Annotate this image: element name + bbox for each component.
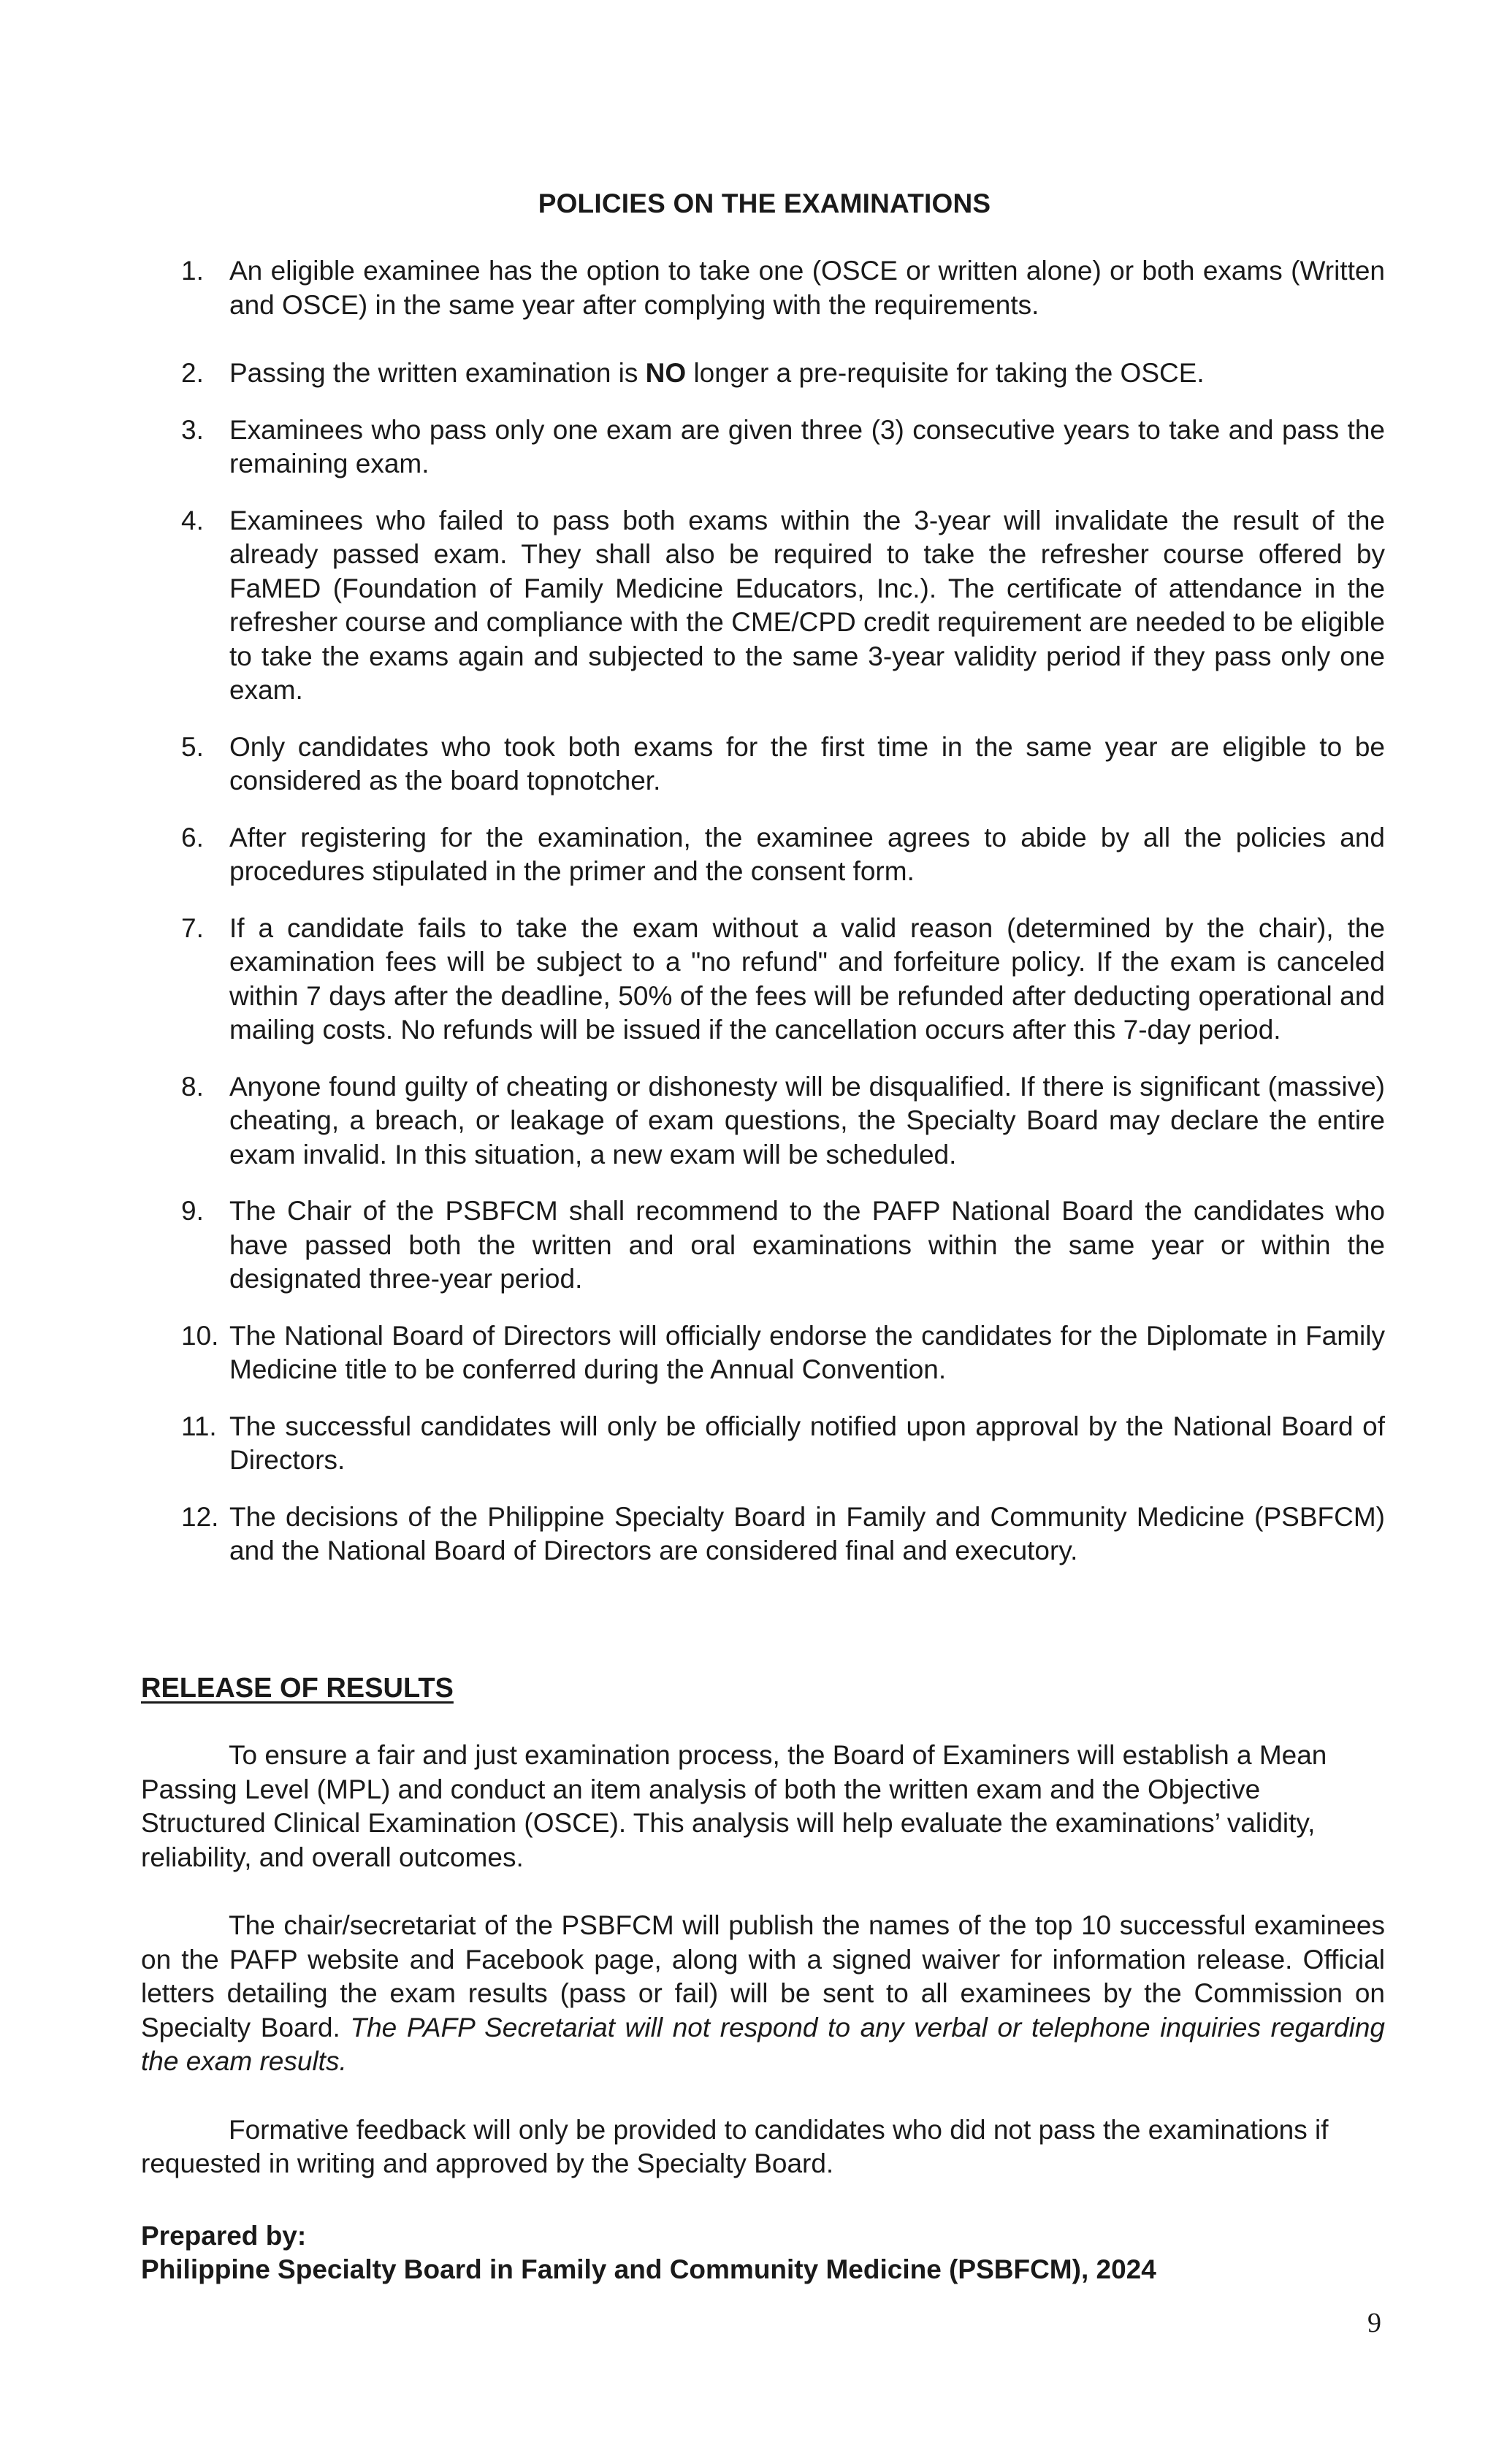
list-item bbox=[181, 254, 1385, 322]
list-item bbox=[181, 731, 1385, 798]
page-title: POLICIES ON THE EXAMINATIONS bbox=[538, 188, 991, 218]
list-item bbox=[181, 912, 1385, 1048]
item-text: Examinees who failed to pass both exams within the 3-year will invalidate the result of the already passed exam. They shall also be required to take the refresher course offered by FaMED (Foundation of Family Medicine Educators, Inc.). The certificate of attendance in the refresher course and compliance with the CME/CPD credit requirement are needed to be eligible to take the exams again and subjected to the same 3-year validity period if they pass only one exam. bbox=[229, 505, 1385, 705]
page-number: 9 bbox=[1367, 2308, 1381, 2338]
paragraph-italic-text: The PAFP Secretariat will not respond to any verbal or telephone inquiries regarding the exam results. bbox=[141, 2012, 1385, 2076]
item-number: 10. bbox=[181, 1320, 219, 1351]
item-text: If a candidate fails to take the exam without a valid reason (determined by the chair), the examination fees will be subject to a "no refund" and forfeiture policy. If the exam is canceled within 7 days after the deadline, 50% of the fees will be refunded after deducting operational and mailing costs. No refunds will be issued if the cancellation occurs after this 7-day period. bbox=[229, 912, 1385, 1045]
paragraph-text: The chair/secretariat of the PSBFCM will publish the names of the top 10 successful examinees on the PAFP website and Facebook page, along with a signed waiver for information release. Official letters detailing the exam results (pass or fail) will be sent to all examinees by the Commission on Specialty Board. bbox=[141, 1910, 1385, 2042]
list-item bbox=[181, 821, 1385, 889]
release-section bbox=[141, 1739, 1385, 2216]
list-item bbox=[181, 1500, 1385, 1568]
list-item bbox=[181, 504, 1385, 708]
list-item bbox=[181, 1410, 1385, 1478]
prepared-by bbox=[141, 2219, 1156, 2286]
list-item bbox=[181, 1319, 1385, 1387]
policy-list bbox=[181, 254, 1385, 1591]
item-number: 9. bbox=[181, 1196, 204, 1226]
item-text: After registering for the examination, the examinee agrees to abide by all the policies and procedures stipulated in the primer and the consent form. bbox=[229, 822, 1385, 886]
item-number: 2. bbox=[181, 358, 204, 388]
section-heading-release: RELEASE OF RESULTS bbox=[141, 1673, 454, 1704]
list-item bbox=[181, 1070, 1385, 1172]
item-text-bold: NO bbox=[645, 358, 687, 388]
item-text: An eligible examinee has the option to take one (OSCE or written alone) or both exams (Written and OSCE) in the same year after complying with the requirements. bbox=[229, 256, 1385, 320]
item-number: 4. bbox=[181, 505, 204, 535]
item-number: 7. bbox=[181, 912, 204, 943]
item-text: longer a pre-requisite for taking the OSCE. bbox=[686, 358, 1205, 388]
item-text: The Chair of the PSBFCM shall recommend to the PAFP National Board the candidates who have passed both the written and oral examinations within the same year or within the designated three-year period. bbox=[229, 1196, 1385, 1294]
item-text: Examinees who pass only one exam are given three (3) consecutive years to take and pass the remaining exam. bbox=[229, 414, 1385, 478]
item-text: Passing the written examination is bbox=[229, 358, 646, 388]
item-text: The decisions of the Philippine Specialty Board in Family and Community Medicine (PSBFCM) and the National Board of Directors are considered final and executory. bbox=[229, 1501, 1385, 1565]
item-number: 1. bbox=[181, 256, 204, 286]
release-paragraph: Formative feedback will only be provided to candidates who did not pass the examinations if requested in writing and approved by the Specialty Board. bbox=[141, 2114, 1329, 2178]
list-item bbox=[181, 356, 1385, 391]
list-item bbox=[181, 413, 1385, 481]
item-number: 3. bbox=[181, 414, 204, 445]
item-number: 6. bbox=[181, 822, 204, 853]
item-number: 5. bbox=[181, 731, 204, 762]
release-paragraph bbox=[141, 1909, 1385, 2079]
item-text: Anyone found guilty of cheating or dishonesty will be disqualified. If there is significant (massive) cheating, a breach, or leakage of exam questions, the Specialty Board may declare the entire exam invalid. In this situation, a new exam will be scheduled. bbox=[229, 1071, 1385, 1170]
item-text: Only candidates who took both exams for the first time in the same year are eligible to be considered as the board topnotcher. bbox=[229, 731, 1385, 796]
prepared-by-org: Philippine Specialty Board in Family and Community Medicine (PSBFCM), 2024 bbox=[141, 2254, 1156, 2284]
prepared-by-label: Prepared by: bbox=[141, 2221, 307, 2251]
item-text: The National Board of Directors will officially endorse the candidates for the Diplomate in Family Medicine title to be conferred during the Annual Convention. bbox=[229, 1320, 1385, 1384]
item-number: 12. bbox=[181, 1501, 219, 1532]
item-number: 11. bbox=[181, 1411, 217, 1441]
release-paragraph: To ensure a fair and just examination process, the Board of Examiners will establish a Mean Passing Level (MPL) and conduct an item analysis of both the written exam and the Objective Structured Clinical Examination (OSCE). This analysis will help evaluate the examinations’ validity, reliability, and overall outcomes. bbox=[141, 1740, 1327, 1872]
item-number: 8. bbox=[181, 1071, 204, 1102]
list-item bbox=[181, 1194, 1385, 1297]
item-text: The successful candidates will only be officially notified upon approval by the National Board of Directors. bbox=[229, 1411, 1385, 1475]
